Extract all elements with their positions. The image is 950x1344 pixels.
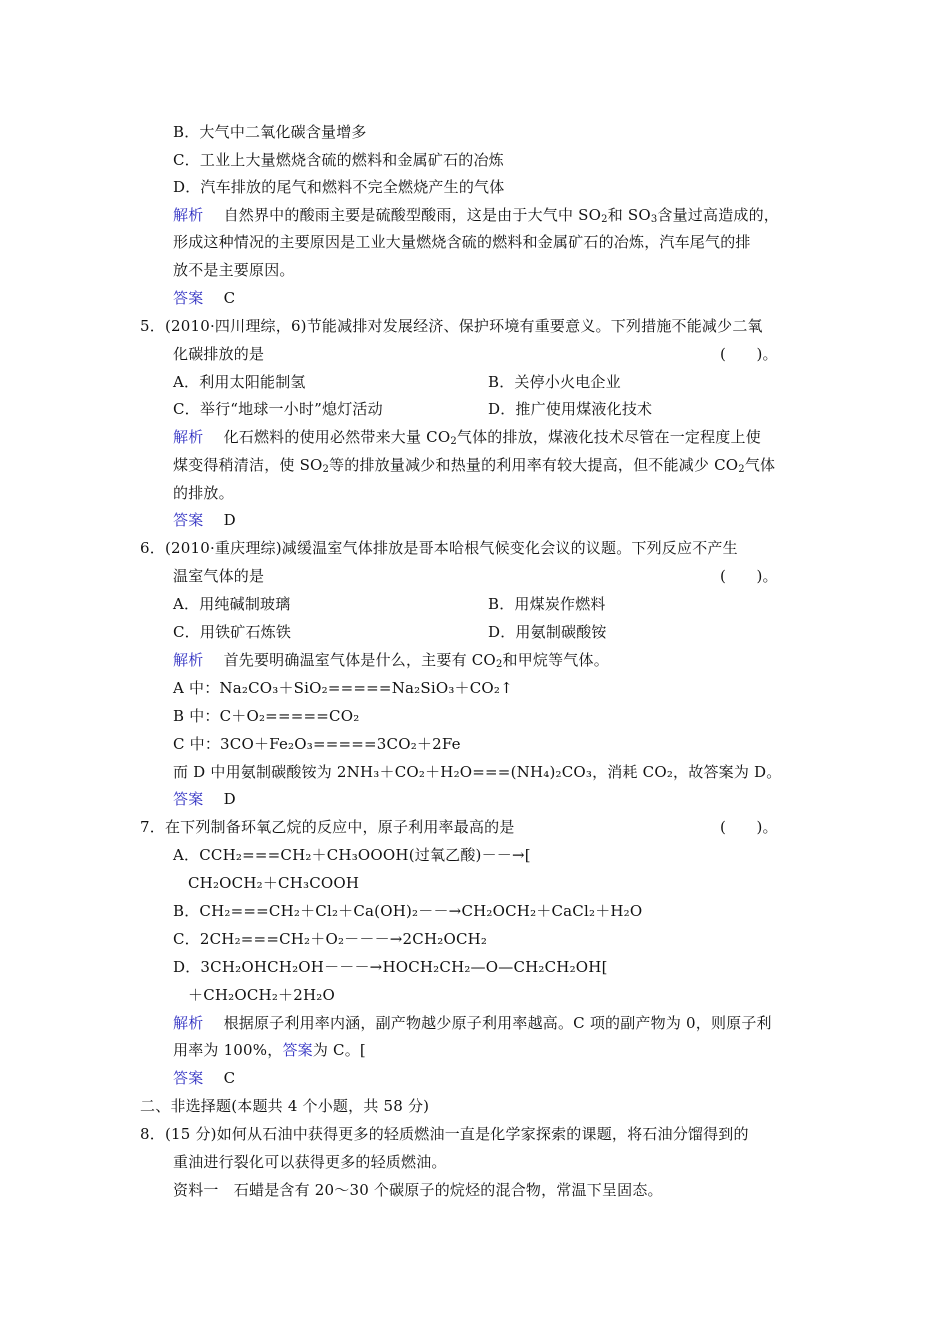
answer-value: D xyxy=(223,511,236,529)
q5-stem-line-1: 5．(2010·四川理综，6)节能减排对发展经济、保护环境有重要意义。下列措施不能减少二氧 xyxy=(140,317,763,335)
q8-material-1: 资料一 石蜡是含有 20～30 个碳原子的烷烃的混合物，常温下呈固态。 xyxy=(173,1181,663,1199)
q7-option-c: C．2CH₂===CH₂＋O₂－－－→2CH₂OCH₂ xyxy=(173,930,488,948)
answer-label-inline: 答案 xyxy=(282,1041,313,1059)
q6-answer-blank: ( )。 xyxy=(720,567,778,585)
q5-answer-blank: ( )。 xyxy=(720,345,778,363)
q7-analysis-line-1: 解析 根据原子利用率内涵，副产物越少原子利用率越高。C 项的副产物为 0，则原子利 xyxy=(173,1014,772,1032)
answer-value: C xyxy=(223,1069,236,1087)
q8-stem-line-1: 8．(15 分)如何从石油中获得更多的轻质燃油一直是化学家探索的课题，将石油分馏得到的 xyxy=(140,1125,749,1143)
answer-label: 答案 xyxy=(173,289,204,307)
q5-analysis-line-1: 解析 化石燃料的使用必然带来大量 $CO_2$气体的排放，煤液化技术尽管在一定程度上使 xyxy=(173,428,761,447)
analysis-label: 解析 xyxy=(173,651,204,669)
q5-stem-line-2: 化碳排放的是 xyxy=(173,345,265,363)
q6-equation-c: C 中：3CO＋Fe₂O₃=====3CO₂＋2Fe xyxy=(173,735,461,753)
q5-option-b: B．关停小火电企业 xyxy=(488,373,621,391)
q7-option-d-line-1: D．3CH₂OHCH₂OH－－－→HOCH₂CH₂—O—CH₂CH₂OH[ xyxy=(173,958,608,976)
q6-answer xyxy=(173,789,236,809)
analysis-label: 解析 xyxy=(173,428,204,446)
answer-value: C xyxy=(223,289,236,307)
q5-option-a: A．利用太阳能制氢 xyxy=(173,373,306,391)
q5-analysis-line-2: 煤变得稍清洁，使 $SO_2$等的排放量减少和热量的利用率有较大提高，但不能减少 $CO_2$气体 xyxy=(173,456,776,475)
q5-analysis-line-3: 的排放。 xyxy=(173,484,234,502)
q5-option-d: D．推广使用煤液化技术 xyxy=(488,400,653,418)
q6-equation-d: 而 D 中用氨制碳酸铵为 2NH₃＋CO₂＋H₂O===(NH₄)₂CO₃，消耗 CO₂，故答案为 D。 xyxy=(173,763,782,781)
q7-option-a-line-1: A．CCH₂===CH₂＋CH₃OOOH(过氧乙酸)－－→[ xyxy=(173,846,531,864)
analysis-label: 解析 xyxy=(173,206,204,224)
q4-option-d: D．汽车排放的尾气和燃料不完全燃烧产生的气体 xyxy=(173,178,505,196)
q7-stem: 7．在下列制备环氧乙烷的反应中，原子利用率最高的是 xyxy=(140,818,515,836)
q8-stem-line-2: 重油进行裂化可以获得更多的轻质燃油。 xyxy=(173,1153,447,1171)
q4-option-b: B．大气中二氧化碳含量增多 xyxy=(173,123,367,141)
q4-analysis-line-1: 解析 自然界中的酸雨主要是硫酸型酸雨，这是由于大气中 $SO_2$和 $SO_3$含量过高造成的， xyxy=(173,206,780,225)
q6-stem-line-1: 6．(2010·重庆理综)减缓温室气体排放是哥本哈根气候变化会议的议题。下列反应不产生 xyxy=(140,539,738,557)
q4-analysis-line-3: 放不是主要原因。 xyxy=(173,261,295,279)
q6-option-b: B．用煤炭作燃料 xyxy=(488,595,606,613)
q7-option-b: B．CH₂===CH₂＋Cl₂＋Ca(OH)₂－－→CH₂OCH₂＋CaCl₂＋H₂O xyxy=(173,902,643,920)
q7-option-d-line-2: ＋CH₂OCH₂＋2H₂O xyxy=(188,986,335,1004)
q6-equation-a: A 中：Na₂CO₃＋SiO₂=====Na₂SiO₃＋CO₂↑ xyxy=(173,679,513,697)
q6-analysis-line-1: 解析 首先要明确温室气体是什么，主要有 $CO_2$和甲烷等气体。 xyxy=(173,651,609,670)
q4-option-c: C．工业上大量燃烧含硫的燃料和金属矿石的冶炼 xyxy=(173,151,504,169)
q6-option-c: C．用铁矿石炼铁 xyxy=(173,623,292,641)
q6-option-d: D．用氨制碳酸铵 xyxy=(488,623,607,641)
answer-label: 答案 xyxy=(173,511,204,529)
q7-answer-blank: ( )。 xyxy=(720,818,778,836)
q5-option-c: C．举行“地球一小时”熄灯活动 xyxy=(173,400,383,418)
section-heading: 二、非选择题(本题共 4 个小题，共 58 分) xyxy=(140,1097,430,1115)
q4-answer xyxy=(173,288,235,308)
q5-answer xyxy=(173,510,236,530)
answer-label: 答案 xyxy=(173,790,204,808)
q7-answer xyxy=(173,1068,235,1088)
analysis-label: 解析 xyxy=(173,1014,204,1032)
q6-stem-line-2: 温室气体的是 xyxy=(173,567,265,585)
answer-label: 答案 xyxy=(173,1069,204,1087)
q6-equation-b: B 中：C＋O₂=====CO₂ xyxy=(173,707,360,725)
answer-value: D xyxy=(223,790,236,808)
q7-analysis-line-2: 用率为 100%，答案为 C。[ xyxy=(173,1041,366,1059)
q4-analysis-line-2: 形成这种情况的主要原因是工业大量燃烧含硫的燃料和金属矿石的冶炼，汽车尾气的排 xyxy=(173,233,751,251)
q7-option-a-line-2: CH₂OCH₂＋CH₃COOH xyxy=(188,874,360,892)
q6-option-a: A．用纯碱制玻璃 xyxy=(173,595,291,613)
